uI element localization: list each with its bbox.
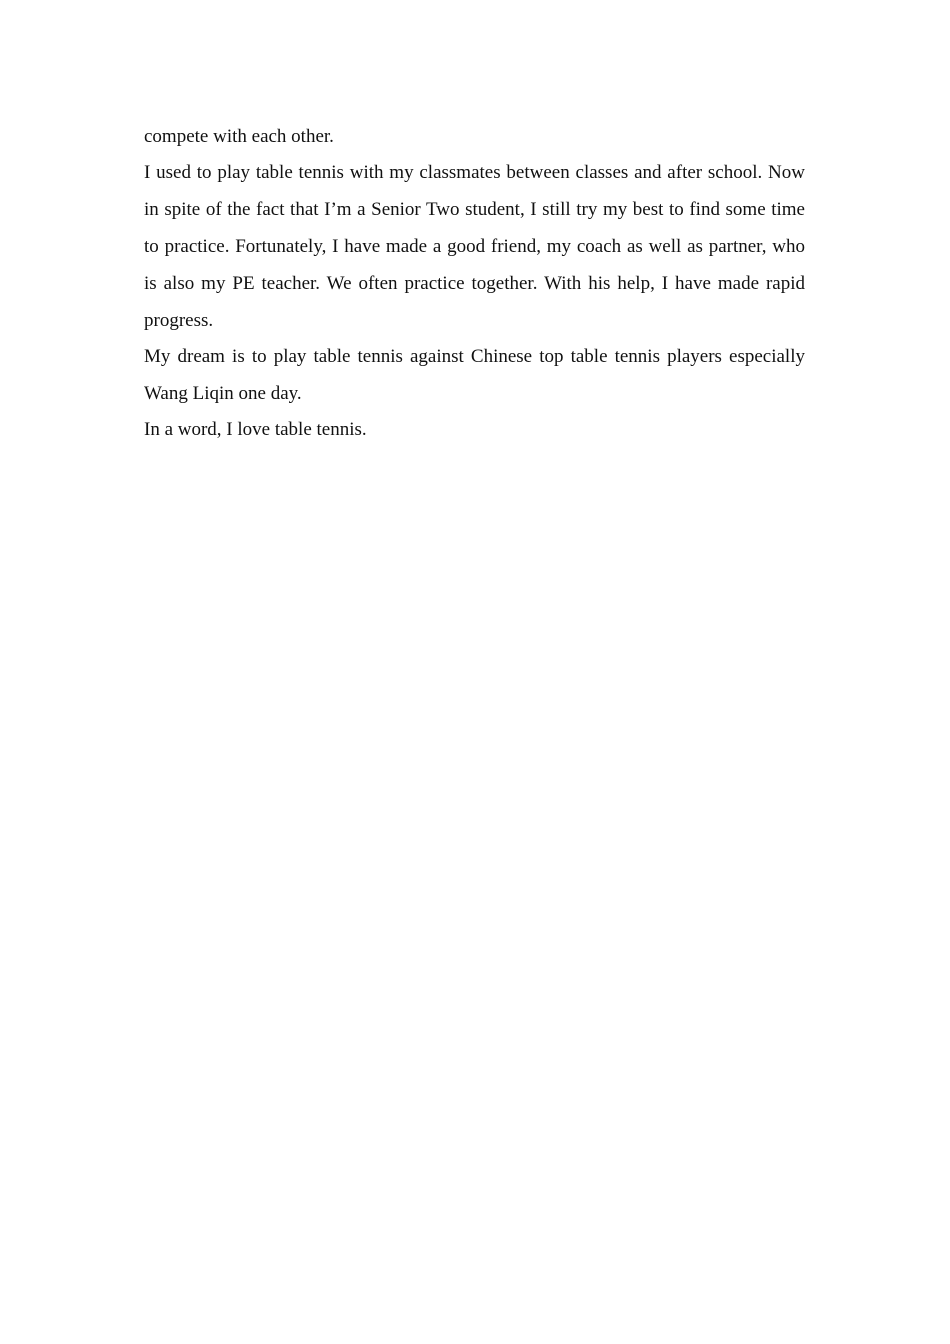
paragraph-practice: I used to play table tennis with my classmates between classes and after school. Now in spite of the fact that I’m a Senior Two student, I still try my best to find some time to practice. Fortunately, I have made a good friend, my coach as well as partner, who is also my PE teacher. We often practice together. With his help, I have made rapid progress. [144,162,805,331]
paragraph-dream: My dream is to play table tennis against Chinese top table tennis players especially Wang Liqin one day. [144,346,805,404]
paragraph-continuation: compete with each other. [144,126,334,147]
paragraph-conclusion: In a word, I love table tennis. [144,419,367,440]
document-body [144,118,805,448]
